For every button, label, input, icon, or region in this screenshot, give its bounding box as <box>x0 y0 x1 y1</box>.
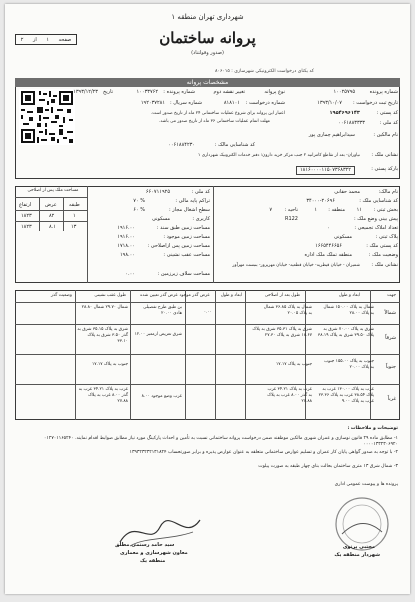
property-id: ۳۴۰۰۰-۲۰۶۹۶ <box>306 198 335 204</box>
left-r2-floor: ۱۳ <box>71 224 77 230</box>
qr-code-svg <box>19 89 75 145</box>
right-signer-title: شهردار منطقه یک <box>334 552 380 558</box>
th-direction: جهت <box>387 293 396 298</box>
owner-name-label: نام مالک: <box>378 189 398 195</box>
registry-plate-label: پلاک ثبتی : <box>375 234 398 240</box>
usage-label: کاربری : <box>192 216 210 222</box>
land-use: R122 <box>284 216 298 222</box>
note-4: پرونده ها و پیوست عمومی اداری <box>334 482 398 487</box>
divider <box>63 197 64 231</box>
serial-number: ۱۹۲۰۳۷۲۸۱ <box>140 100 165 106</box>
page-indicator <box>15 34 77 45</box>
page-number: ۱ <box>46 36 50 43</box>
left-block-title: مساحت ملک پس از اصلاحی <box>27 188 79 193</box>
deadline-note: مهلت اتمام عملیات ساختمانی ۳۶ ماه از تاریخ صدور می باشد. <box>159 119 270 124</box>
divider <box>39 197 40 231</box>
permit-type-label: نوع پروانه <box>264 89 285 95</box>
owners-label: نام مالکین : <box>373 132 398 138</box>
base-density-label: تراکم پایه مالی : <box>175 198 210 204</box>
owner-code: ۰۰۶۱۸۸۳۳۳۳ <box>338 120 365 126</box>
divider <box>213 186 214 283</box>
merged-count: ۰ <box>327 225 330 231</box>
left-r1-height: ۱۸۲۳ <box>21 213 32 219</box>
left-r1-width: ۸۲ <box>49 213 55 219</box>
basement-area: ۰.۰۰ <box>125 271 135 277</box>
note-1: ۱- مطابق ماده ۲۹ قانون نوسازی و عمران شهری مالکین موظفند ضمن درخواست پروانه ساختمانی نسبت به تأمین و احداث پارکینگ مورد نیاز مطابق ضوابط اقدام نمایند. ۰۱۲۷۰۱۱۶۵۲۴۰ ۰۰۰۰۱۳۳۲۳۰۶۹۲۰ <box>43 436 398 448</box>
property-postal-label: کد پستی ملک : <box>366 243 398 249</box>
row-west-dir: غرباً <box>387 396 396 402</box>
row-north-after: شمال به پلاک ۳۶.۸۵ شمال به پلاک ۲۰.۰۵ <box>263 305 312 316</box>
barcode-label: بارکد پستی : <box>371 166 398 172</box>
postal-code: ۱۹۵۴۶۹۶۱۴۳ <box>329 110 360 116</box>
request-number: ۸۱۸۱۰۱ <box>223 100 240 106</box>
owner-nid: ۰۰۶۱۸۸۴۲۳۰ <box>168 142 195 148</box>
base-density: % ۷۰ <box>133 198 145 204</box>
th-planned-width: عرض گذر تعیین شده <box>140 293 178 298</box>
barcode-value: ۱۸۱۶۰۰۰۰۱۱۵۰۷۳۶۸۳۲۲ <box>296 166 355 175</box>
left-th-height: ارتفاع <box>19 202 32 208</box>
left-r2-width: ۸.۱ <box>49 224 56 230</box>
document-title: پروانه ساختمان <box>159 29 256 47</box>
coverage: % ۶۰ <box>133 207 145 213</box>
property-address: شمیران - خیابان قیطریه- خیابان قطعیه- خیابان مهرپرور- بنبست مهرآور <box>232 263 360 268</box>
existing-area: ۱۹۱۶.۰۰ <box>117 234 135 240</box>
th-setback: طول عقب نشینی <box>94 293 126 298</box>
property-postal: ۱۶۶۵۴۴۶۶۵۶ <box>315 243 342 249</box>
zone-label: ناحیه : <box>284 207 298 213</box>
row-south-after: جنوب به پلاک ۱۷.۱۷ <box>275 362 312 367</box>
request-number-label: شماره درخواست : <box>245 100 285 106</box>
deed-area-label: مساحت زمین طبق سند : <box>156 225 210 231</box>
property-status-label: وضعیت ملک : <box>368 252 398 258</box>
registry-plate: مسکونی <box>333 234 352 240</box>
divider <box>15 197 87 198</box>
divider <box>15 384 400 385</box>
region: ۱ <box>314 207 317 213</box>
basement-area-label: مساحت سلاف زیرزمین : <box>157 271 210 277</box>
row-east-after: شرق به پلاک ۳۵.۳۱ شرق به پلاک ۱۸.۶۷ شرق به پلاک ۲۷.۳۰ <box>252 327 312 338</box>
left-signer-name: سید حامد رستمی مطلق <box>115 542 175 548</box>
usage: مسکونی <box>151 216 170 222</box>
divider <box>215 290 216 420</box>
permit-document <box>5 4 410 594</box>
row-east-planned: شرق تعریض ازمعبر ۱۲.۰۰ <box>134 332 182 337</box>
region-label: منطقه : <box>328 207 345 213</box>
permit-spec-header: مشخصات پروانه <box>15 78 400 87</box>
notes-title: توضیحات و ملاحظات : <box>347 426 398 431</box>
setback-area-label: مساحت عقب نشینی : <box>163 252 210 258</box>
validity-note: اعتبار این پروانه برای شروع عملیات ساختمانی ۲۴ ماه از تاریخ صدور است. <box>150 111 285 116</box>
national-code: ۶۶۰۷۱۱۹۲۵ <box>145 189 170 195</box>
divider <box>15 221 87 222</box>
merged-count-label: تعداد املاک تجمیعی : <box>354 225 398 231</box>
row-west-planned: غرب وضع موجود ۸.۰۰ <box>141 394 182 399</box>
divider <box>245 290 246 420</box>
divider <box>130 290 131 420</box>
serial-number-label: شماره سریال : <box>170 100 202 106</box>
request-date: ۱۳۹۳/۱۰/۰۷ <box>317 100 342 106</box>
page-total: ۲ <box>20 36 24 43</box>
row-east-dir: شرقاً <box>385 335 396 341</box>
page-of: از <box>32 36 37 43</box>
divider <box>87 186 88 283</box>
national-code-label: کد ملی : <box>191 189 210 195</box>
row-west-dims: غرب به پلاک ۱۳۰.۰۰ غرب به پلاک ۳۸.۵۴ غرب به پلاک ۲۳.۳۶ غرب به پلاک ۹.۰۰ <box>318 387 374 404</box>
property-id-label: کد شناسایی ملک : <box>359 198 398 204</box>
divider <box>75 290 76 420</box>
row-north-dims: شمال به پلاک ۱۵۰.۰۰ شمال به پلاک ۲۸.۰۰ <box>323 305 374 316</box>
coverage-label: سطح اشغال مجاز : <box>169 207 210 213</box>
left-th-width: عرض <box>45 202 57 208</box>
row-north-setback: شمال ۲۹.۷۰ شمال ۲۸.۸۰ <box>81 305 128 310</box>
divider <box>15 302 400 303</box>
left-r2-height: ۱۸۲۳ <box>21 224 32 230</box>
land-use-label: پیش بینی وضع ملک : <box>353 216 398 222</box>
row-south-dims: جنوب به پلاک ۱۵۵.۰۰ جنوب به پلاک ۲۰.۰۰ <box>324 359 374 370</box>
zone: ۷ <box>269 207 272 213</box>
note-2: ۲- با توجه به صدور گواهی پایان کار عمران و تسلیم عوارض ساختمانی متعلقه به عنوان عوارض پذیره و برابر صورتحساب ۱۳۹۳۲۳۲۳۲۱۳۱۸۲۴ <box>129 450 398 455</box>
divider <box>15 354 400 355</box>
municipality-name: شهرداری تهران منطقه ۱ <box>171 13 244 21</box>
corrected-area-label: مساحت زمین پس ازاصلاحی : <box>147 243 210 249</box>
property-address-label: نشانی ملک : <box>371 262 398 268</box>
district: ۱۱ <box>356 207 362 213</box>
corrected-area: ۱۷۱۸.۰۰ <box>117 243 135 249</box>
th-dimensions: ابعاد و طول <box>338 293 360 298</box>
row-west-after: غرب به پلاک ۳۴.۲۱ غرب به گذر ۸.۰۰ غرب به پلاک ۲۷.۸۸ <box>267 387 312 404</box>
file-number-label: شماره پرونده <box>369 89 398 95</box>
owner-code-label: کد ملی : <box>379 120 398 126</box>
qr-code-icon <box>19 89 75 145</box>
setback-area: ۱۹۸.۰۰ <box>119 252 135 258</box>
divider <box>15 210 87 211</box>
request-date-label: تاریخ ثبت درخواست : <box>352 100 398 106</box>
th-after-correction: طول بعد از اصلاحی <box>264 293 300 298</box>
row-east-setback: شرق به پلاک ۳۵.۱۵ شرق به گذر ۳.۵۰ شرق به پلاک ۳۳.۱۰ <box>77 327 128 344</box>
row-north-planned: بن طبق طرح تفصیلی هادی ۲۰.۰۰ <box>143 305 182 316</box>
page-label: صفحه <box>58 36 72 43</box>
row-north-existing: ۰.۰۰ <box>203 310 212 315</box>
permit-date-label: تاریخ <box>103 89 113 95</box>
row-south-dir: جنوباً <box>385 364 396 370</box>
postal-code-label: کد پستی : <box>376 110 398 116</box>
owner-nid-label: کد شناسایی مالک : <box>214 142 255 148</box>
th-dims-2: ابعاد و طول <box>220 293 242 298</box>
row-south-setback: جنوب به پلاک ۱۷.۱۷ <box>91 362 128 367</box>
verification-code: کد یکتای درخواست الکترونیکی شهرسازی : ۸۰۶۰۱۵ <box>215 69 314 74</box>
owners-name: سیدابراهیم چماری پور <box>308 132 355 138</box>
row-east-dims: شرق به پلاک ۷۰.۰۰ شرق به پلاک ۳۹.۵۰ شرق به پلاک ۳۸.۱۹ <box>317 327 374 338</box>
left-signer-title2: منطقه یک <box>140 558 166 564</box>
left-th-floor: طبقه <box>69 202 80 208</box>
left-r1-floor: ۱ <box>73 213 76 219</box>
divider <box>15 324 400 325</box>
row-west-setback: غرب به پلاک ۳۴.۲۱ غرب به گذر ۸.۰۰ غرب به پلاک ۲۷.۸۸ <box>78 387 128 404</box>
existing-area-label: مساحت زمین موجود : <box>163 234 210 240</box>
left-signer-title1: معاون شهرسازی و معماری <box>120 550 188 556</box>
right-signer-name: مجتبی پرتوی <box>342 544 375 550</box>
file-number: ۱۰۰۲۵۷۹۵ <box>333 89 355 95</box>
property-status: منطقه تملک ملک اداره <box>304 252 352 258</box>
file-number-2-label: شماره پرونده : <box>163 89 195 95</box>
address-label: نشانی ملک : <box>371 152 398 158</box>
deed-area: ۱۹۱۶.۰۰ <box>117 225 135 231</box>
th-status: وضعیت گذر <box>50 293 72 298</box>
th-existing-width: عرض گذر موجود <box>179 293 210 298</box>
owner-name: محمد حقانی <box>334 189 360 195</box>
district-label: بخش ثبتی : <box>373 207 398 213</box>
file-number-2: ۱۰۰۳۳۷۶۲ <box>136 89 158 95</box>
permit-date: ۱۳۹۳/۱۲/۲۳ <box>73 89 98 95</box>
address-value: نیاوران- بعد از تقاطع کامرانیه ۲ جنب مرکز خرید دارون؛ دفتر خدمات الکترونیک شهرداری ۱ <box>198 153 360 158</box>
permit-type: تغییر نقشه دوم <box>213 89 245 95</box>
row-north-dir: شمالاً <box>384 310 396 316</box>
note-3: ۳- شمال شرق ۱۳ متری ساختمان بحالت بنای چهار طبقه به صورت پیلوت <box>258 464 398 469</box>
document-subtitle: (صدور وقولتناد) <box>191 50 224 56</box>
divider <box>185 290 186 420</box>
